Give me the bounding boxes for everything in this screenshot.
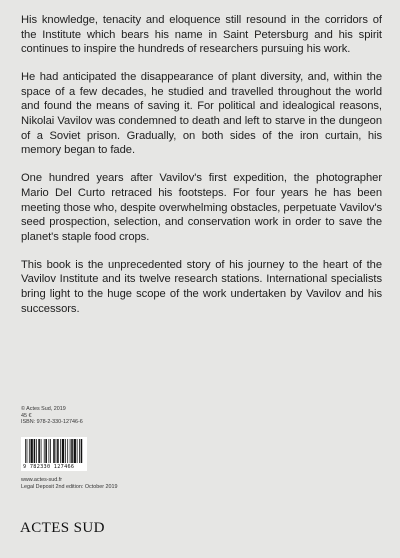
publisher-info	[21, 477, 221, 490]
isbn: ISBN: 978-2-330-12746-6	[21, 419, 83, 426]
barcode	[21, 437, 87, 471]
copyright-line: © Actes Sud, 2019	[21, 406, 66, 412]
paragraph: This book is the unprecedented story of his journey to the heart of the Vavilov Institute and its twelve research stations. International specialists bring light to the huge scope of the work undertaken by Vavilov and his successors.	[21, 258, 382, 315]
publisher-logo: ACTES SUD	[20, 520, 105, 536]
legal-deposit: Legal Deposit 2nd edition: October 2019	[21, 483, 118, 490]
barcode-digits: 9 782330 127466	[23, 464, 75, 470]
paragraph: His knowledge, tenacity and eloquence still resound in the corridors of the Institute which bears his name in Saint Petersburg and his spirit continues to inspire the hundreds of researchers pursuing his work.	[21, 14, 382, 56]
price: 45 €	[21, 412, 32, 419]
colophon	[21, 406, 221, 426]
back-cover-text	[21, 13, 382, 330]
barcode-bars	[25, 439, 83, 463]
website: www.actes-sud.fr	[21, 477, 63, 483]
paragraph: He had anticipated the disappearance of plant diversity, and, within the space of a few decades, he studied and travelled throughout the world and found the means of saving it. For political and idealogical reasons, Nikolai Vavilov was condemned to death and left to starve in the dungeon of a Soviet prison. Gradually, on both sides of the iron curtain, his memory began to fade.	[21, 71, 382, 157]
paragraph: One hundred years after Vavilov's first expedition, the photographer Mario Del Curto retraced his footsteps. For four years he has been meeting those who, despite overwhelming obstacles, perpetuate Vavilov's seed prospection, selection, and conservation work in order to save the planet's staple food crops.	[21, 172, 382, 243]
